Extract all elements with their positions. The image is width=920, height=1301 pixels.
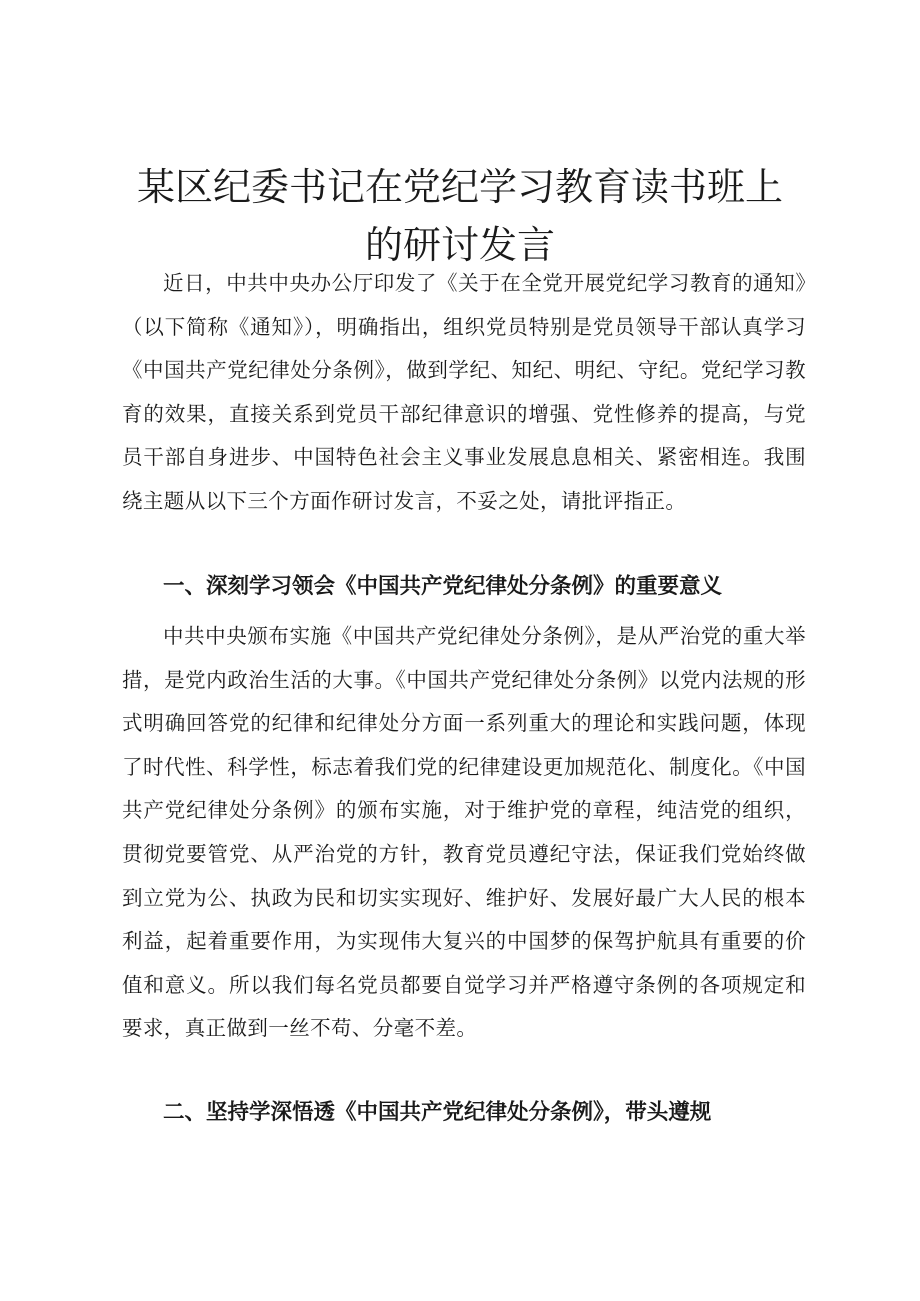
section-heading-2: 二、坚持学深悟透《中国共产党纪律处分条例》，带头遵规 [163,1100,712,1125]
section-heading-1: 一、深刻学习领会《中国共产党纪律处分条例》的重要意义 [163,574,723,599]
document-title: 某区纪委书记在党纪学习教育读书班上的研讨发言 [136,165,783,267]
section-1-paragraph: 中共中央颁布实施《中国共产党纪律处分条例》，是从严治党的重大举措，是党内政治生活的大事。《中国共产党纪律处分条例》以党内法规的形式明确回答党的纪律和纪律处分方面一系列重大的理论和实践问题，体现了时代性、科学性，标志着我们党的纪律建设更加规范化、制度化。《中国共产党纪律处分条例》的颁布实施，对于维护党的章程，纯洁党的组织，贯彻党要管党、从严治党的方针，教育党员遵纪守法，保证我们党始终做到立党为公、执政为民和切实实现好、维护好、发展好最广大人民的根本利益，起着重要作用，为实现伟大复兴的中国梦的保驾护航具有重要的价值和意义。所以我们每名党员都要自觉学习并严格遵守条例的各项规定和要求，真正做到一丝不苟、分毫不差。 [122,624,806,1041]
intro-paragraph: 近日，中共中央办公厅印发了《关于在全党开展党纪学习教育的通知》（以下简称《通知》），明确指出，组织党员特别是党员领导干部认真学习《中国共产党纪律处分条例》，做到学纪、知纪、明纪、守纪。党纪学习教育的效果，直接关系到党员干部纪律意识的增强、党性修养的提高，与党员干部自身进步、中国特色社会主义事业发展息息相关、紧密相连。我围绕主题从以下三个方面作研讨发言，不妥之处，请批评指正。 [122,271,806,513]
